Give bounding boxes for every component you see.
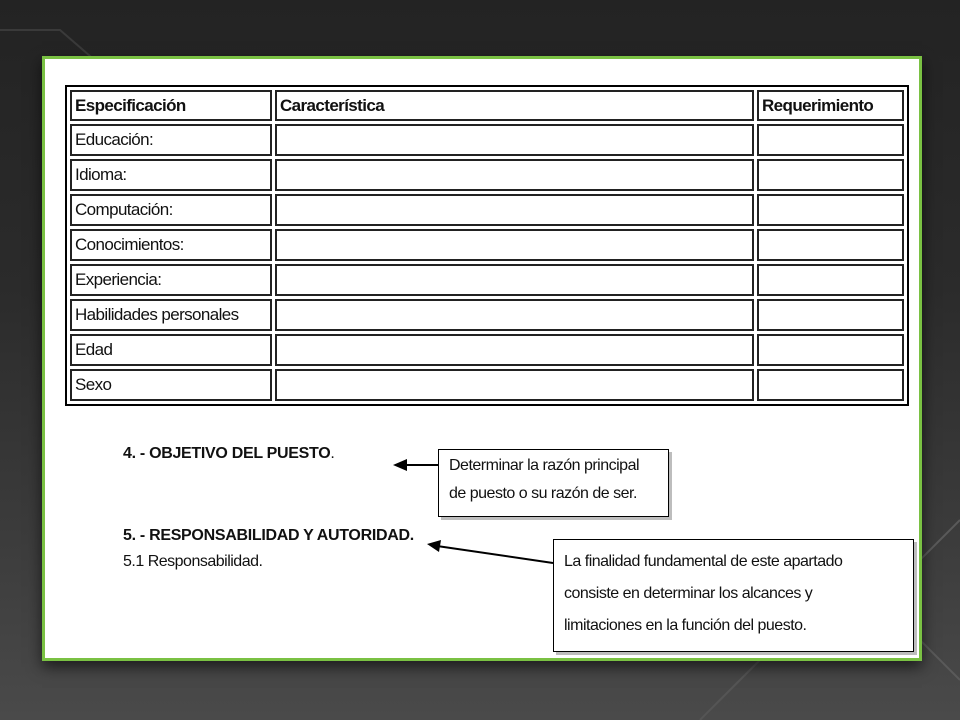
- section-4-note-box: [438, 449, 669, 517]
- row-label: Idioma:: [70, 159, 272, 191]
- caracteristica-cell: [275, 334, 754, 366]
- table-row: [70, 124, 904, 156]
- table-row: [70, 334, 904, 366]
- table-row: [70, 229, 904, 261]
- arrow-icon: [393, 459, 438, 471]
- section-4-title: 4. - OBJETIVO DEL PUESTO: [123, 445, 331, 462]
- note-line: limitaciones en la función del puesto.: [564, 617, 807, 634]
- header-requerimiento: Requerimiento: [757, 90, 904, 121]
- arrow-icon: [427, 540, 553, 563]
- slide-frame: [42, 56, 922, 661]
- row-label: Conocimientos:: [70, 229, 272, 261]
- caracteristica-cell: [275, 264, 754, 296]
- note-line: Determinar la razón principal: [449, 457, 640, 474]
- section-4-period: .: [330, 445, 335, 462]
- section-4-heading: [123, 445, 335, 463]
- requerimiento-cell: [757, 194, 904, 226]
- caracteristica-cell: [275, 299, 754, 331]
- requerimiento-cell: [757, 369, 904, 401]
- table-row: [70, 299, 904, 331]
- note-line: La finalidad fundamental de este apartado: [564, 553, 843, 570]
- caracteristica-cell: [275, 229, 754, 261]
- header-caracteristica: Característica: [275, 90, 754, 121]
- header-especificacion: Especificación: [70, 90, 272, 121]
- requerimiento-cell: [757, 334, 904, 366]
- requerimiento-cell: [757, 124, 904, 156]
- requerimiento-cell: [757, 159, 904, 191]
- section-5-heading: 5. - RESPONSABILIDAD Y AUTORIDAD.: [123, 527, 414, 544]
- note-line: consiste en determinar los alcances y: [564, 585, 813, 602]
- row-label: Experiencia:: [70, 264, 272, 296]
- row-label: Edad: [70, 334, 272, 366]
- specification-table: [65, 85, 909, 406]
- table-row: [70, 194, 904, 226]
- section-5-note-box: [553, 539, 914, 652]
- requerimiento-cell: [757, 299, 904, 331]
- table-row: [70, 159, 904, 191]
- caracteristica-cell: [275, 194, 754, 226]
- row-label: Educación:: [70, 124, 272, 156]
- caracteristica-cell: [275, 369, 754, 401]
- requerimiento-cell: [757, 229, 904, 261]
- row-label: Sexo: [70, 369, 272, 401]
- table-header-row: [70, 90, 904, 121]
- row-label: Habilidades personales: [70, 299, 272, 331]
- caracteristica-cell: [275, 124, 754, 156]
- requerimiento-cell: [757, 264, 904, 296]
- table-row: [70, 369, 904, 401]
- note-line: de puesto o su razón de ser.: [449, 485, 637, 502]
- row-label: Computación:: [70, 194, 272, 226]
- caracteristica-cell: [275, 159, 754, 191]
- section-5-subitem: 5.1 Responsabilidad.: [123, 553, 263, 570]
- table-row: [70, 264, 904, 296]
